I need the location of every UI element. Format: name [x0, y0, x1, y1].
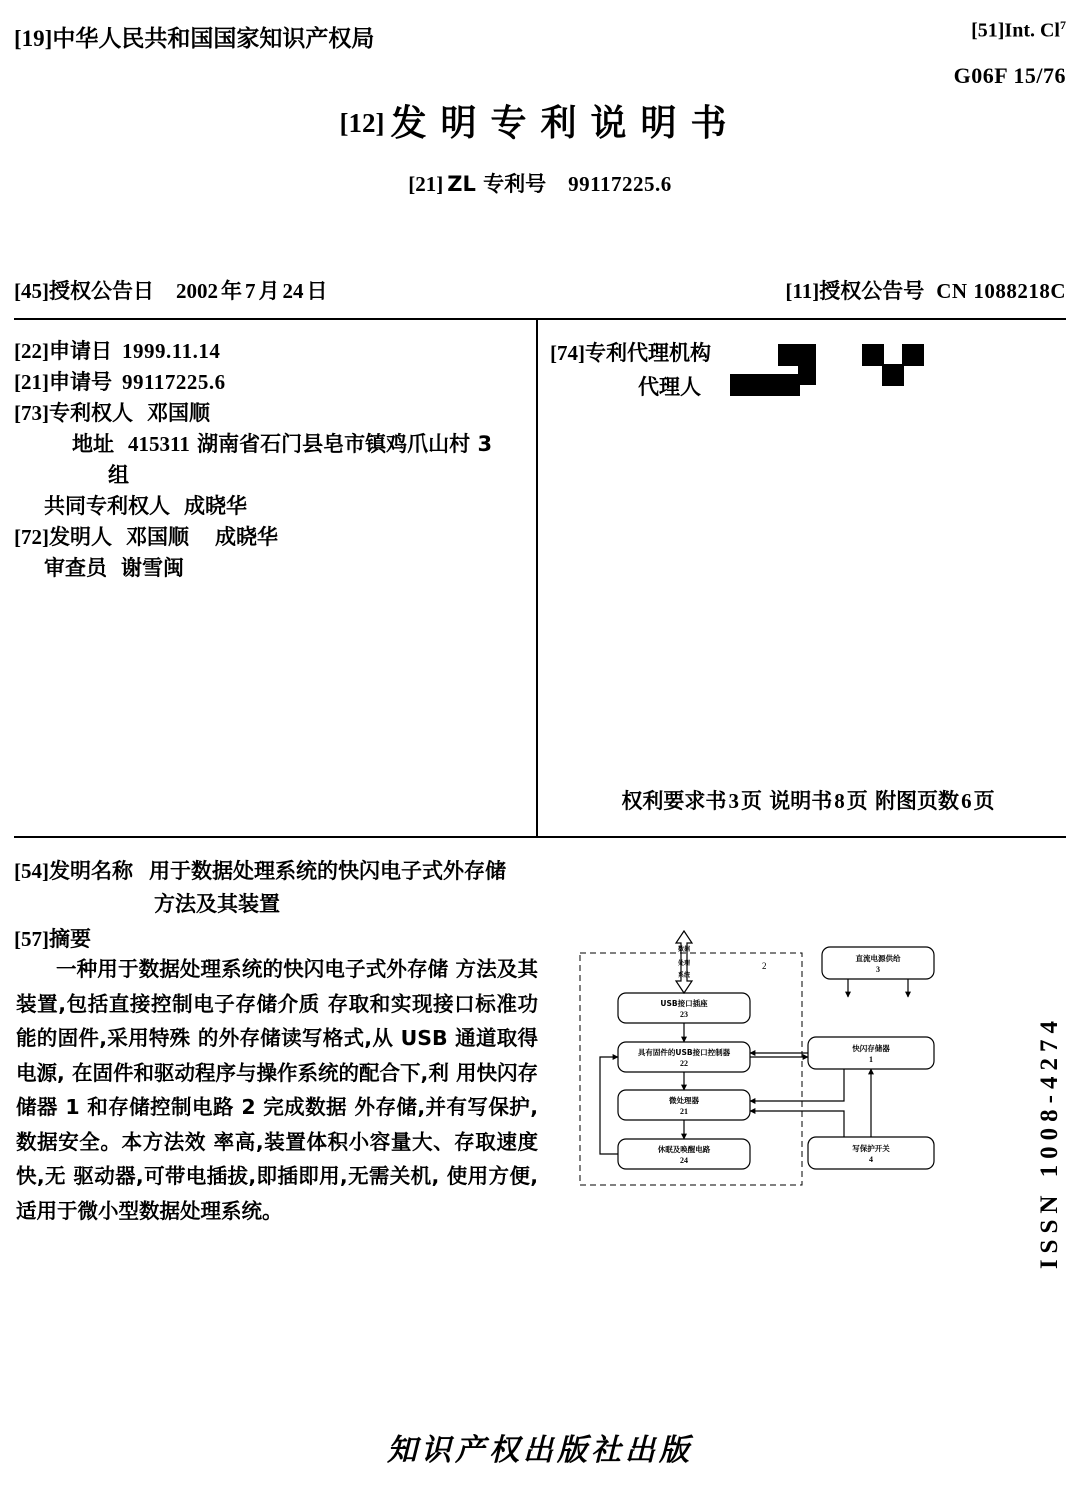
- application-number-label: 申请号: [49, 370, 112, 394]
- grant-number-code: [11]: [785, 279, 820, 303]
- address-row-continued: [14, 460, 526, 491]
- link-writeprotect-to-mpu: [750, 1111, 844, 1137]
- co-patentee-label: 共同专利权人: [44, 494, 170, 518]
- invention-title-line2: 方法及其装置: [154, 892, 280, 916]
- filing-date-value: 1999.11.14: [122, 339, 221, 363]
- agency-code: [74]: [550, 341, 585, 365]
- grant-date-day-unit: 日: [306, 279, 328, 303]
- application-number-value: 99117225.6: [122, 370, 226, 394]
- box-microprocessor-label: 微处理器: [669, 1096, 699, 1105]
- ipc-classification: [954, 18, 1066, 89]
- abstract-figure: [572, 925, 952, 1200]
- filing-date-label: 申请日: [49, 339, 112, 363]
- abstract-heading: [14, 923, 91, 953]
- examiner-label: 审查员: [44, 556, 107, 580]
- int-cl-label: Int. Cl: [1004, 19, 1060, 42]
- patentee-code: [73]: [14, 401, 49, 425]
- description-unit: 页: [846, 789, 868, 813]
- redaction-block: [730, 374, 800, 396]
- invention-title-line1: 用于数据处理系统的快闪电子式外存储: [149, 859, 506, 883]
- host-connection-label-1: 数据: [677, 946, 691, 953]
- link-flash-to-mpu: [750, 1069, 844, 1101]
- address-value-line2: 组: [108, 463, 129, 487]
- box-power-supply-num: 3: [876, 965, 880, 974]
- invention-name-row: [14, 855, 544, 888]
- patentee-value: 邓国顺: [147, 401, 210, 425]
- page-title-text: 发明专利说明书: [390, 103, 741, 144]
- divider-vertical: [536, 318, 538, 836]
- page-count-summary: [550, 785, 1066, 815]
- examiner-value: 谢雪闽: [121, 556, 184, 580]
- claims-count: 3: [728, 789, 739, 813]
- int-cl-code: [51]: [971, 19, 1005, 42]
- box-usb-socket-num: 23: [680, 1010, 688, 1019]
- drawings-label: 附图页数: [875, 789, 960, 813]
- page-title: [0, 95, 1080, 146]
- int-cl-edition: 7: [1060, 18, 1066, 32]
- ipc-code: G06F 15/76: [953, 62, 1066, 88]
- patent-number-line: [0, 168, 1080, 198]
- host-connection-label-3: 系统: [677, 972, 691, 979]
- abstract-label: 摘要: [49, 927, 91, 951]
- description-label: 说明书: [769, 789, 833, 813]
- application-number-row: [14, 367, 526, 398]
- inventor-value-1: 邓国顺: [126, 525, 189, 549]
- drawings-unit: 页: [973, 789, 995, 813]
- biblio-right-column: [550, 336, 1066, 404]
- examiner-row: [14, 553, 526, 584]
- redaction-block: [902, 344, 924, 366]
- agent-label: 代理人: [638, 375, 701, 399]
- agency-label: 专利代理机构: [585, 341, 711, 365]
- description-count: 8: [834, 789, 845, 813]
- box-flash-memory: [808, 1037, 934, 1069]
- grant-number-label: 授权公告号: [819, 279, 925, 303]
- page-title-code: [12]: [339, 108, 385, 138]
- grant-date-label: 授权公告日: [49, 279, 154, 303]
- dashed-group-tag: 2: [762, 961, 767, 971]
- patent-number-label: ZL 专利号: [447, 172, 547, 196]
- grant-date-day: 24: [282, 279, 304, 303]
- host-connection-label-2: 处理: [677, 960, 691, 967]
- box-power-supply-label: 直流电源供给: [855, 954, 901, 963]
- grant-number-value: CN 1088218C: [936, 279, 1066, 303]
- box-flash-memory-label: 快闪存储器: [852, 1044, 890, 1053]
- abstract-code: [57]: [14, 927, 49, 951]
- divider-top: [14, 318, 1066, 320]
- box-usb-socket-label: USB接口插座: [660, 999, 708, 1008]
- grant-date-month: 7: [245, 279, 256, 303]
- address-value-line1: [128, 432, 492, 456]
- box-usb-controller-label: 具有固件的USB接口控制器: [637, 1048, 731, 1057]
- claims-unit: 页: [740, 789, 762, 813]
- patent-number-value: 99117225.6: [568, 172, 672, 196]
- divider-middle: [14, 836, 1066, 838]
- issuing-authority-name: 中华人民共和国国家知识产权局: [52, 26, 375, 52]
- box-write-protect-label: 写保护开关: [852, 1144, 890, 1153]
- address-street: 湖南省石门县皂市镇鸡爪山村 3: [197, 432, 493, 456]
- redaction-block: [798, 361, 816, 385]
- grant-date-value: [176, 279, 331, 303]
- box-sleep-wake-label: 休眠及唤醒电路: [657, 1145, 711, 1154]
- patentee-label: 专利权人: [49, 401, 133, 425]
- co-patentee-row: [14, 491, 526, 522]
- redaction-block: [882, 364, 904, 386]
- grant-date-code: [45]: [14, 279, 49, 303]
- grant-date-year-unit: 年: [221, 279, 242, 303]
- patent-number-code: [21]: [408, 172, 444, 196]
- redaction-block: [862, 344, 884, 366]
- box-power-supply: [822, 947, 934, 979]
- filing-date-row: [14, 336, 526, 367]
- issuing-authority: [14, 20, 374, 53]
- application-number-code: [21]: [14, 370, 49, 394]
- inventor-row: [14, 522, 526, 553]
- invention-name-label: 发明名称: [49, 859, 133, 883]
- box-write-protect: [808, 1137, 934, 1169]
- co-patentee-value: 成晓华: [184, 494, 247, 518]
- block-diagram-svg: [572, 925, 952, 1200]
- box-write-protect-num: 4: [869, 1155, 873, 1164]
- box-sleep-wake-num: 24: [680, 1156, 688, 1165]
- grant-number: [785, 275, 1066, 305]
- box-microprocessor-num: 21: [680, 1107, 688, 1116]
- inventor-code: [72]: [14, 525, 49, 549]
- link-sleep-to-controller: [600, 1057, 618, 1154]
- address-label: 地址: [72, 432, 114, 456]
- filing-date-code: [22]: [14, 339, 49, 363]
- biblio-left-column: [14, 336, 526, 584]
- grant-date: [14, 275, 331, 305]
- drawings-count: 6: [961, 789, 972, 813]
- int-cl-line: [954, 18, 1066, 43]
- publisher-footer: 知识产权出版社出版: [387, 1433, 693, 1468]
- claims-label: 权利要求书: [621, 789, 727, 813]
- address-zip: 415311: [128, 432, 190, 456]
- issn-vertical: ISSN 1008-4274: [1036, 1015, 1063, 1270]
- grant-date-month-unit: 月: [258, 279, 280, 303]
- issuing-authority-code: [19]: [14, 26, 53, 51]
- patentee-row: [14, 398, 526, 429]
- invention-name-section: [14, 855, 544, 921]
- invention-name-code: [54]: [14, 859, 49, 883]
- grant-row: [14, 275, 1066, 307]
- grant-date-year: 2002: [176, 279, 218, 303]
- inventor-label: 发明人: [49, 525, 112, 549]
- inventor-value-2: 成晓华: [215, 525, 278, 549]
- address-row: [14, 429, 526, 460]
- abstract-text: 一种用于数据处理系统的快闪电子式外存储 方法及其装置,包括直接控制电子存储介质 存取和实现接口标准功能的固件,采用特殊 的外存储读写格式,从 USB 通道取得电源, 在固件和驱动程序与操作系统的配合下,利 用快闪存储器 1 和存储控制电路 2 完成数据 外存储,并有写保护,数据安全。本方法效 率高,装置体积小容量大、存取速度快,无 驱动器,可带电插拔,即插即用,无需关机, 使用方便,适用于微小型数据处理系统。: [16, 957, 538, 1223]
- box-usb-controller-num: 22: [680, 1059, 688, 1068]
- box-flash-memory-num: 1: [869, 1055, 873, 1064]
